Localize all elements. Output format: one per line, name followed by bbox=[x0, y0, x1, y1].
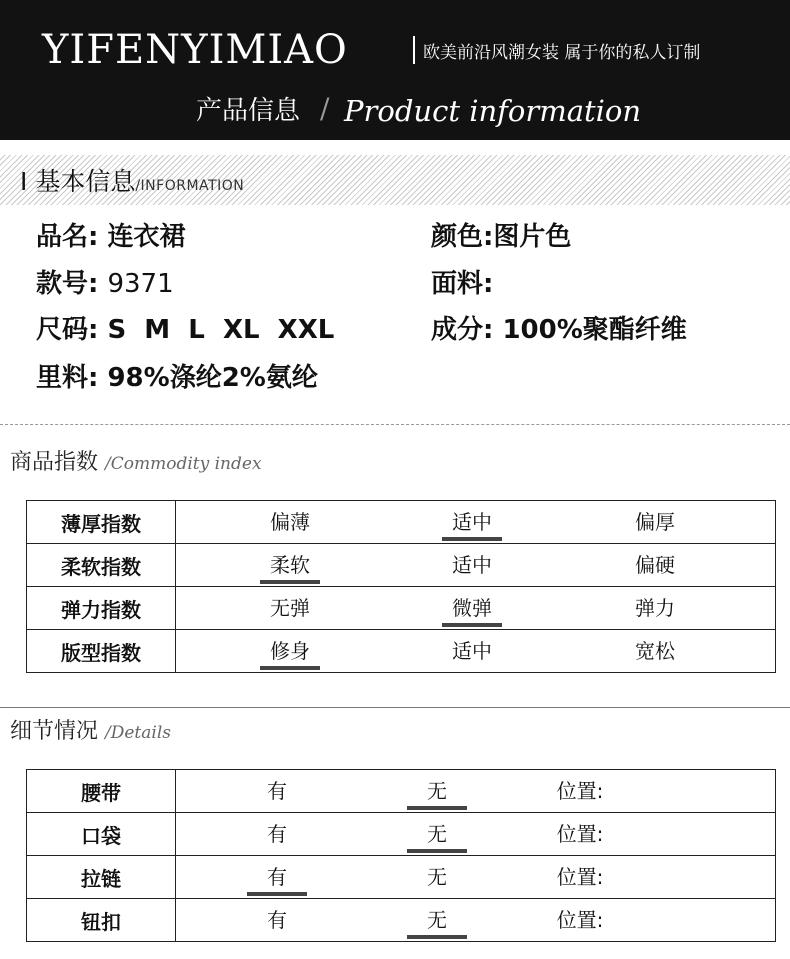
row-options bbox=[176, 630, 776, 673]
option-selected: 有 bbox=[267, 856, 287, 898]
table-row bbox=[27, 501, 776, 544]
option-selected: 无 bbox=[427, 899, 447, 941]
table-row bbox=[27, 899, 776, 942]
spec-style-label: 款号: bbox=[36, 269, 99, 299]
section-title-cn: 产品信息 bbox=[196, 96, 301, 126]
table-row bbox=[27, 770, 776, 813]
row-label: 钮扣 bbox=[27, 899, 176, 942]
brand-divider bbox=[413, 36, 415, 64]
table-row bbox=[27, 587, 776, 630]
spec-size-label: 尺码: bbox=[36, 315, 99, 345]
option: 宽松 bbox=[635, 639, 675, 663]
row-options bbox=[176, 899, 776, 942]
spec-fabric-label: 面料: bbox=[431, 269, 494, 299]
section-divider-dashed bbox=[0, 424, 790, 425]
row-options bbox=[176, 813, 776, 856]
option-selected: 无 bbox=[427, 770, 447, 812]
section-divider-solid bbox=[0, 707, 790, 708]
spec-lining bbox=[36, 361, 318, 395]
basic-info-title-cn: I 基本信息 bbox=[20, 167, 136, 196]
table-row bbox=[27, 813, 776, 856]
option-selected: 无 bbox=[427, 813, 447, 855]
option: 有 bbox=[267, 908, 287, 932]
brand-tagline: 欧美前沿风潮女装 属于你的私人订制 bbox=[423, 43, 701, 63]
brand-name: YIFENYIMIAO bbox=[42, 27, 348, 73]
spec-composition-value: 100%聚酯纤维 bbox=[502, 315, 687, 345]
table-row bbox=[27, 544, 776, 587]
row-options bbox=[176, 544, 776, 587]
option: 弹力 bbox=[635, 596, 675, 620]
row-label: 薄厚指数 bbox=[27, 501, 176, 544]
spec-style-value: 9371 bbox=[107, 269, 174, 299]
spec-name-value: 连衣裙 bbox=[107, 222, 186, 252]
details-title-cn: 细节情况 bbox=[10, 719, 99, 744]
option: 位置: bbox=[556, 779, 604, 803]
spec-lining-value: 98%涤纶2%氨纶 bbox=[107, 363, 318, 393]
row-label: 柔软指数 bbox=[27, 544, 176, 587]
option: 偏硬 bbox=[635, 553, 675, 577]
spec-lining-label: 里料: bbox=[36, 363, 99, 393]
spec-color bbox=[431, 220, 571, 254]
option: 无 bbox=[427, 865, 447, 889]
option-selected: 微弹 bbox=[452, 587, 492, 629]
table-row bbox=[27, 630, 776, 673]
option: 有 bbox=[267, 822, 287, 846]
row-options bbox=[176, 856, 776, 899]
section-title-separator: / bbox=[320, 92, 330, 125]
option-selected: 柔软 bbox=[270, 544, 310, 586]
spec-style bbox=[36, 267, 174, 301]
row-label: 拉链 bbox=[27, 856, 176, 899]
row-label: 口袋 bbox=[27, 813, 176, 856]
header-banner bbox=[0, 0, 790, 140]
option: 位置: bbox=[556, 908, 604, 932]
details-title bbox=[10, 718, 171, 747]
commodity-index-title bbox=[10, 449, 262, 478]
row-label: 腰带 bbox=[27, 770, 176, 813]
option: 偏薄 bbox=[270, 510, 310, 534]
details-table bbox=[26, 769, 776, 942]
spec-composition bbox=[431, 313, 687, 347]
option-selected: 修身 bbox=[270, 630, 310, 672]
option: 适中 bbox=[452, 639, 492, 663]
row-label: 弹力指数 bbox=[27, 587, 176, 630]
commodity-index-title-en: /Commodity index bbox=[105, 454, 262, 474]
basic-info-title-en: /INFORMATION bbox=[135, 178, 245, 194]
row-options bbox=[176, 501, 776, 544]
spec-size-value: S M L XL XXL bbox=[107, 315, 335, 345]
spec-fabric bbox=[431, 267, 493, 301]
spec-size bbox=[36, 313, 334, 347]
commodity-index-title-cn: 商品指数 bbox=[10, 450, 99, 475]
option: 偏厚 bbox=[635, 510, 675, 534]
spec-name bbox=[36, 220, 185, 254]
table-row bbox=[27, 856, 776, 899]
option: 无弹 bbox=[270, 596, 310, 620]
basic-info-title bbox=[20, 166, 244, 202]
spec-composition-label: 成分: bbox=[431, 315, 494, 345]
option: 适中 bbox=[452, 553, 492, 577]
option: 位置: bbox=[556, 865, 604, 889]
option: 位置: bbox=[556, 822, 604, 846]
spec-name-label: 品名: bbox=[36, 222, 99, 252]
spec-color-label: 颜色: bbox=[431, 222, 494, 252]
commodity-index-table bbox=[26, 500, 776, 673]
option-selected: 适中 bbox=[452, 501, 492, 543]
row-options bbox=[176, 770, 776, 813]
details-title-en: /Details bbox=[105, 723, 171, 743]
option: 有 bbox=[267, 779, 287, 803]
row-options bbox=[176, 587, 776, 630]
section-title-en: Product information bbox=[344, 94, 642, 128]
row-label: 版型指数 bbox=[27, 630, 176, 673]
spec-color-value: 图片色 bbox=[493, 222, 572, 252]
